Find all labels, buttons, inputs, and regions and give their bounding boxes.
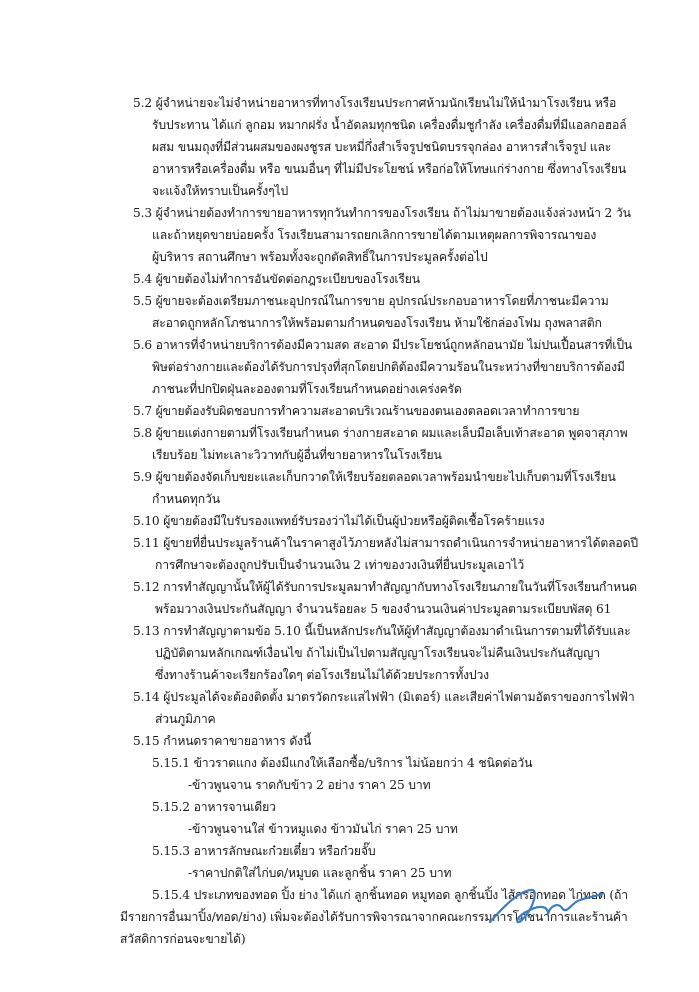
line-32: -ข้าวพูนจาน ราดกับข้าว 2 อย่าง ราคา 25 บาท [188, 778, 431, 792]
line-35: 5.15.3 อาหารลักษณะก๋วยเตี๋ยว หรือก๋วยจั๊บ [152, 844, 376, 858]
handwritten-signature [486, 876, 616, 934]
line-23: 5.12 การทำสัญญานั้นให้ผู้ได้รับการประมูลมาทำสัญญากับทางโรงเรียนภายในวันที่โรงเรียนกำหนด [133, 580, 637, 594]
line-39: สวัสดิการก่อนจะขายได้) [120, 932, 246, 946]
line-20: 5.10 ผู้ขายต้องมีใบรับรองแพทย์รับรองว่าไม่ได้เป็นผู้ป่วยหรือผู้ติดเชื้อโรคร้ายแรง [133, 514, 545, 528]
line-3: ผสม ขนมถุงที่มีส่วนผสมของผงชูรส บะหมี่กึ่งสำเร็จรูปชนิดบรรจุกล่อง อาหารสำเร็จรูป และ [152, 140, 612, 154]
line-25: 5.13 การทำสัญญาตามข้อ 5.10 นี้เป็นหลักประกันให้ผู้ทำสัญญาต้องมาดำเนินการตามที่ได้รับและ [133, 624, 631, 638]
line-16: 5.8 ผู้ขายแต่งกายตามที่โรงเรียนกำหนด ร่างกายสะอาด ผมและเล็บมือเล็บเท้าสะอาด พูดจาสุภาพ [133, 426, 628, 440]
line-21: 5.11 ผู้ขายที่ยื่นประมูลร้านค้าในราคาสูงไว้ภายหลังไม่สามารถดำเนินการจำหน่ายอาหารได้ตลอดปี [133, 536, 638, 550]
line-17: เรียบร้อย ไม่ทะเลาะวิวาทกับผู้อื่นที่ขายอาหารในโรงเรียน [152, 448, 442, 462]
line-7: และถ้าหยุดขายบ่อยครั้ง โรงเรียนสามารถยกเลิกการขายได้ตามเหตุผลการพิจารณาของ [152, 228, 597, 242]
line-9: 5.4 ผู้ขายต้องไม่ทำการอันขัดต่อกฎระเบียบของโรงเรียน [133, 272, 420, 286]
line-22: การศึกษาจะต้องถูกปรับเป็นจำนวนเงิน 2 เท่าของวงเงินที่ยื่นประมูลเอาไว้ [155, 558, 525, 572]
line-11: สะอาดถูกหลักโภชนาการให้พร้อมตามกำหนดของโรงเรียน ห้ามใช้กล่องโฟม ถุงพลาสติก [152, 316, 602, 330]
line-27: ซึ่งทางร้านค้าจะเรียกร้องใดๆ ต่อโรงเรียนไม่ได้ด้วยประการทั้งปวง [155, 668, 489, 682]
line-36: -ราคาปกติใส่ไก่บด/หมูบด และลูกชิ้น ราคา 25 บาท [188, 866, 452, 880]
line-30: 5.15 กำหนดราคาขายอาหาร ดังนี้ [133, 734, 312, 748]
line-1: 5.2 ผู้จำหน่ายจะไม่จำหน่ายอาหารที่ทางโรงเรียนประกาศห้ามนักเรียนไม่ให้นำมาโรงเรียน หรือ [133, 96, 617, 110]
line-33: 5.15.2 อาหารจานเดียว [152, 800, 276, 814]
line-5: จะแจ้งให้ทราบเป็นครั้งๆไป [152, 184, 289, 198]
line-13: พิษต่อร่างกายและต้องได้รับการปรุงที่สุกโดยปกติต้องมีความร้อนในระหว่างที่ขายบริการต้องมี [152, 360, 625, 374]
line-10: 5.5 ผู้ขายจะต้องเตรียมภาชนะอุปกรณ์ในการขาย อุปกรณ์ประกอบอาหารโดยที่ภาชนะมีความ [133, 294, 609, 308]
line-18: 5.9 ผู้ขายต้องจัดเก็บขยะและเก็บกวาดให้เรียบร้อยตลอดเวลาพร้อมนำขยะไปเก็บตามที่โรงเรียน [133, 470, 616, 484]
line-38: มีรายการอื่นมาปิ้ง/ทอด/ย่าง) เพิ่มจะต้องได้รับการพิจารณาจากคณะกรรมการโภชนาการและร้านค้า [120, 910, 628, 924]
line-31: 5.15.1 ข้าวราดแกง ต้องมีแกงให้เลือกซื้อ/บริการ ไม่น้อยกว่า 4 ชนิดต่อวัน [152, 756, 533, 770]
line-19: กำหนดทุกวัน [152, 492, 220, 506]
line-4: อาหารหรือเครื่องดื่ม หรือ ขนมอื่นๆ ที่ไม่มีประโยชน์ หรือก่อให้โทษแก่ร่างกาย ซึ่งทางโรงเรียน [152, 162, 626, 176]
line-15: 5.7 ผู้ขายต้องรับผิดชอบการทำความสะอาดบริเวณร้านของตนเองตลอดเวลาทำการขาย [133, 404, 580, 418]
line-8: ผู้บริหาร สถานศึกษา พร้อมทั้งจะถูกตัดสิทธิ์ในการประมูลครั้งต่อไป [152, 250, 488, 264]
line-24: พร้อมวางเงินประกันสัญญา จำนวนร้อยละ 5 ของจำนวนเงินค่าประมูลตามระเบียบพัสดุ 61 [155, 602, 612, 616]
line-14: ภาชนะที่ปกปิดฝุ่นละอองตามที่โรงเรียนกำหนดอย่างเคร่งครัด [152, 382, 462, 396]
line-2: รับประทาน ได้แก่ ลูกอม หมากฝรั่ง น้ำอัดลมทุกชนิด เครื่องดื่มชูกำลัง เครื่องดื่มที่มีแอลกอฮอล์ [152, 118, 627, 132]
line-28: 5.14 ผู้ประมูลได้จะต้องติดตั้ง มาตรวัดกระแสไฟฟ้า (มิเตอร์) และเสียค่าไฟตามอัตราของการไฟฟ้า [133, 690, 635, 704]
line-26: ปฏิบัติตามหลักเกณฑ์เงื่อนไข ถ้าไม่เป็นไปตามสัญญาโรงเรียนจะไม่คืนเงินประกันสัญญา [155, 646, 600, 660]
line-29: ส่วนภูมิภาค [155, 712, 216, 726]
line-37: 5.15.4 ประเภทของทอด ปิ้ง ย่าง ได้แก่ ลูกชิ้นทอด หมูทอด ลูกชิ้นปิ้ง ไส้กรอกทอด ไก่ทอด (ถ้า [152, 888, 628, 902]
line-6: 5.3 ผู้จำหน่ายต้องทำการขายอาหารทุกวันทำการของโรงเรียน ถ้าไม่มาขายต้องแจ้งล่วงหน้า 2 วัน [133, 206, 631, 220]
line-12: 5.6 อาหารที่จำหน่ายบริการต้องมีความสด สะอาด มีประโยชน์ถูกหลักอนามัย ไม่ปนเปื้อนสารที่เป็น [133, 338, 633, 352]
line-34: -ข้าวพูนจานใส่ ข้าวหมูแดง ข้าวมันไก่ ราคา 25 บาท [188, 822, 458, 836]
